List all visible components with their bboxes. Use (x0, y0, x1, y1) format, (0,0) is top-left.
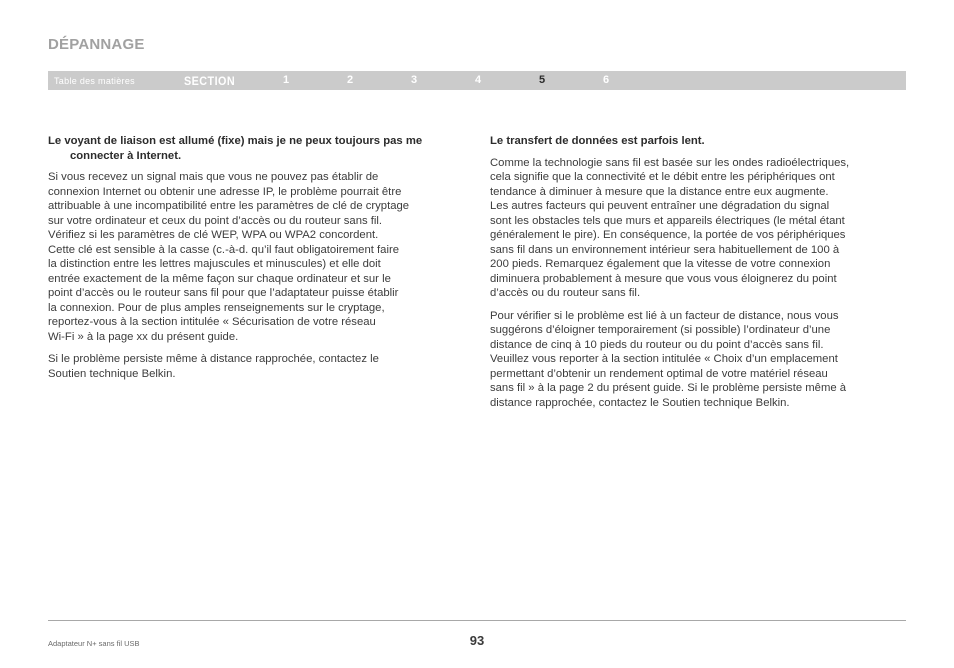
right-paragraph-3: Pour vérifier si le problème est lié à un facteur de distance, nous vous suggérons d’éloigner temporairement (si possible) l’ordinateur d’une distance de cinq à 10 pieds du routeur ou du point d’accès sans fil. Veuillez vous reporter à la section intitulée « Choix d’un emplacement permettant d’obtenir un rendement optimal de votre matériel réseau sans fil » à la page 2 du présent guide. Si le problème persiste même à distance rapprochée, contactez le Soutien technique Belkin. (490, 309, 847, 409)
left-paragraph-2: Si le problème persiste même à distance rapprochée, contactez le Soutien technique Belkin. (48, 353, 379, 380)
nav-section-5-active[interactable]: 5 (539, 74, 546, 86)
nav-section-6[interactable]: 6 (603, 74, 610, 86)
right-paragraph-2: Les autres facteurs qui peuvent entraîner une dégradation du signal sont les obstacles tels que murs et appareils électriques (le métal étant généralement le pire). En conséquence, la portée de vos périphériques sans fil dans un environnement intérieur sera habituellement de 100 à 200 pieds. Remarquez également que la vitesse de votre connexion diminuera probablement à mesure que vous vous éloignerez du point d’accès ou du routeur sans fil. (490, 200, 846, 299)
left-column (48, 134, 473, 389)
left-paragraph-1: Si vous recevez un signal mais que vous ne pouvez pas établir de connexion Internet ou obtenir une adresse IP, le problème pourrait être attribuable à une incompatibilité entre les paramètres de clé de cryptage sur votre ordinateur et ceux du point d’accès ou du routeur sans fil. Vérifiez si les paramètres de clé WEP, WPA ou WPA2 concordent. Cette clé est sensible à la casse (c.-à-d. qu’il faut obligatoirement faire la distinction entre les lettres majuscules et minuscules) et elle doit entrée exactement de la même façon sur chaque ordinateur et sur le point d’accès ou le routeur sans fil pour que l’adaptateur puisse établir la connexion. Pour de plus amples renseignements sur le cryptage, reportez-vous à la section intitulée « Sécurisation de votre réseau Wi-Fi » à la page xx du présent guide. (48, 171, 410, 343)
left-heading: Le voyant de liaison est allumé (fixe) mais je ne peux toujours pas me connecter à Internet. (48, 135, 423, 162)
nav-section-2[interactable]: 2 (347, 74, 354, 86)
section-label: SECTION (184, 74, 236, 88)
nav-section-3[interactable]: 3 (411, 74, 418, 86)
section-nav-bar (48, 71, 906, 90)
right-column (490, 134, 910, 418)
page-title: DÉPANNAGE (48, 36, 145, 53)
right-paragraph-1: Comme la technologie sans fil est basée sur les ondes radioélectriques, cela signifie que la connectivité et le débit entre les périphériques ont tendance à diminuer à mesure que la distance entre eux augmente. (490, 156, 850, 198)
footer-product-name: Adaptateur N+ sans fil USB (48, 639, 140, 648)
table-of-contents-link[interactable]: Table des matières (54, 76, 135, 86)
footer-divider (48, 620, 906, 621)
page-number: 93 (469, 633, 485, 648)
right-heading: Le transfert de données est parfois lent. (490, 135, 705, 147)
nav-section-1[interactable]: 1 (283, 74, 290, 86)
nav-section-4[interactable]: 4 (475, 74, 482, 86)
